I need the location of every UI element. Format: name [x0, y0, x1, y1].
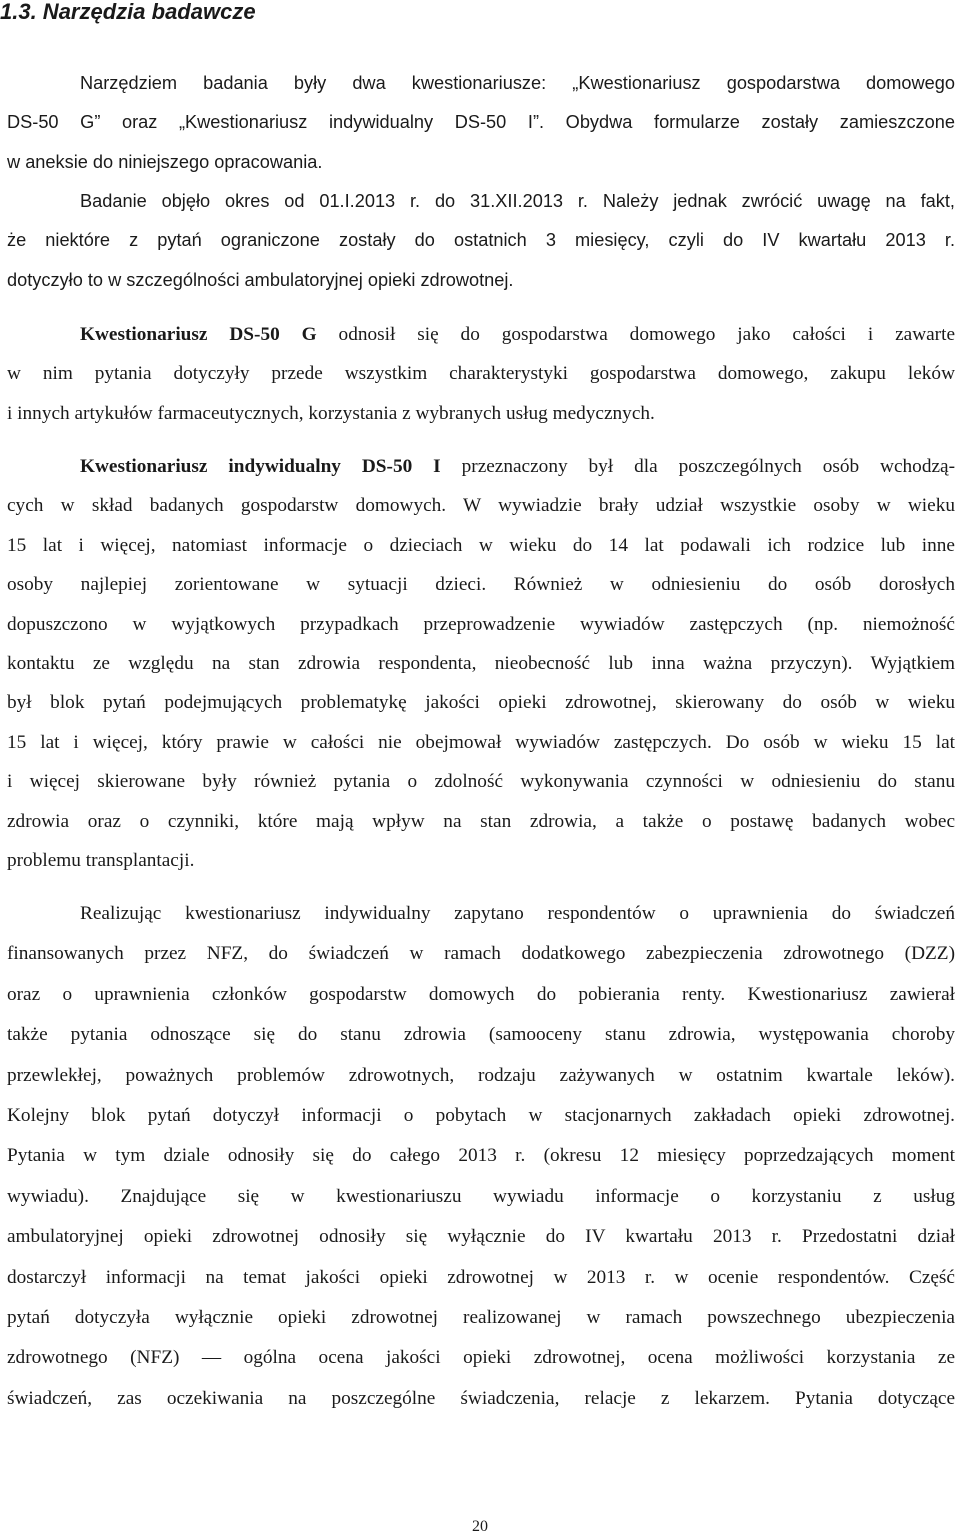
text-line: był blok pytań podejmujących problematykę jakości opieki zdrowotnej, skierowany do osób w wieku	[7, 692, 955, 714]
text-line: cych w skład badanych gospodarstw domowych. W wywiadzie brały udział wszystkie osoby w wieku	[7, 495, 955, 517]
bold-term: Kwestionariusz indywidualny DS-50 I	[80, 456, 441, 477]
text-line: dostarczył informacji na temat jakości opieki zdrowotnej w 2013 r. w ocenie respondentów. Część	[7, 1266, 955, 1288]
text-line: 15 lat i więcej, który prawie w całości nie obejmował wywiadów zastępczych. Do osób w wieku 15 lat	[7, 731, 955, 753]
text-line: że niektóre z pytań ograniczone zostały do ostatnich 3 miesięcy, czyli do IV kwartału 2013 r.	[7, 230, 955, 251]
paragraph-questionnaires	[7, 64, 955, 182]
text-line: finansowanych przez NFZ, do świadczeń w ramach dodatkowego zabezpieczenia zdrowotnego (DZZ)	[7, 943, 955, 965]
text-line: osoby najlepiej zorientowane w sytuacji dzieci. Również w odniesieniu do osób dorosłych	[7, 574, 955, 596]
text-line: i więcej skierowane były również pytania o zdolność wykonywania czynności w odniesieniu do stanu	[7, 771, 955, 793]
text-line: Pytania w tym dziale odnosiły się do całego 2013 r. (okresu 12 miesięcy poprzedzających moment	[7, 1145, 955, 1167]
text-line: Kolejny blok pytań dotyczył informacji o pobytach w stacjonarnych zakładach opieki zdrowotnej.	[7, 1105, 955, 1127]
page-number: 20	[472, 1518, 488, 1535]
paragraph-individual-questionnaire	[7, 447, 955, 880]
text-line: Realizując kwestionariusz indywidualny zapytano respondentów o uprawnienia do świadczeń	[80, 903, 955, 924]
text-line: w aneksie do niniejszego opracowania.	[7, 151, 323, 172]
text-line: przewlekłej, poważnych problemów zdrowotnych, rodzaju zażywanych w ostatnim kwartale leków).	[7, 1064, 955, 1086]
text-line	[7, 315, 955, 354]
text-line: także pytania odnoszące się do stanu zdrowia (samooceny stanu zdrowia, występowania choroby	[7, 1024, 955, 1046]
text-run: odnosił się do gospodarstwa domowego jako całości i zawarte	[316, 324, 956, 345]
text-run: przeznaczony był dla poszczególnych osób wchodzą-	[440, 456, 955, 477]
text-line: Narzędziem badania były dwa kwestionariusze: „Kwestionariusz gospodarstwa domowego	[80, 73, 955, 93]
text-line: pytań dotyczyła wyłącznie opieki zdrowotnej realizowanej w ramach powszechnego ubezpieczenia	[7, 1307, 955, 1329]
bold-term: Kwestionariusz DS-50 G	[80, 324, 317, 345]
text-line: dopuszczono w wyjątkowych przypadkach przeprowadzenie wywiadów zastępczych (np. niemożność	[7, 613, 955, 635]
text-line: 15 lat i więcej, natomiast informacje o dzieciach w wieku do 14 lat podawali ich rodzice lub inne	[7, 534, 955, 556]
text-line: zdrowia oraz o czynniki, które mają wpływ na stan zdrowia, a także o postawę badanych wobec	[7, 810, 955, 832]
text-line: w nim pytania dotyczyły przede wszystkim charakterystyki gospodarstwa domowego, zakupu leków	[7, 363, 955, 385]
text-line: i innych artykułów farmaceutycznych, korzystania z wybranych usług medycznych.	[7, 402, 655, 424]
text-line: problemu transplantacji.	[7, 850, 195, 872]
text-line: DS-50 G” oraz „Kwestionariusz indywidualny DS-50 I”. Obydwa formularze zostały zamieszczone	[7, 112, 955, 133]
paragraph-individual-scope	[7, 894, 955, 1419]
text-line	[7, 447, 955, 486]
text-line: zdrowotnego (NFZ) — ogólna ocena jakości opieki zdrowotnej, ocena możliwości korzystania ze	[7, 1347, 955, 1369]
text-line: dotyczyło to w szczególności ambulatoryjnej opieki zdrowotnej.	[7, 269, 514, 290]
paragraph-study-period	[7, 182, 955, 300]
text-line: oraz o uprawnienia członków gospodarstw domowych do pobierania renty. Kwestionariusz zawierał	[7, 983, 955, 1005]
text-line: ambulatoryjnej opieki zdrowotnej odnosiły się wyłącznie do IV kwartału 2013 r. Przedostatni dział	[7, 1226, 955, 1248]
text-line: świadczeń, zas oczekiwania na poszczególne świadczenia, relacje z lekarzem. Pytania dotyczące	[7, 1387, 955, 1409]
paragraph-household-questionnaire	[7, 315, 955, 433]
text-line: wywiadu). Znajdujące się w kwestionariuszu wywiadu informacje o korzystaniu z usług	[7, 1185, 955, 1207]
text-line: Badanie objęło okres od 01.I.2013 r. do 31.XII.2013 r. Należy jednak zwrócić uwagę na fakt,	[80, 191, 955, 211]
text-line: kontaktu ze względu na stan zdrowia respondenta, nieobecność lub inna ważna przyczyn). Wyjątkiem	[7, 653, 955, 675]
section-heading: 1.3. Narzędzia badawcze	[0, 0, 256, 24]
